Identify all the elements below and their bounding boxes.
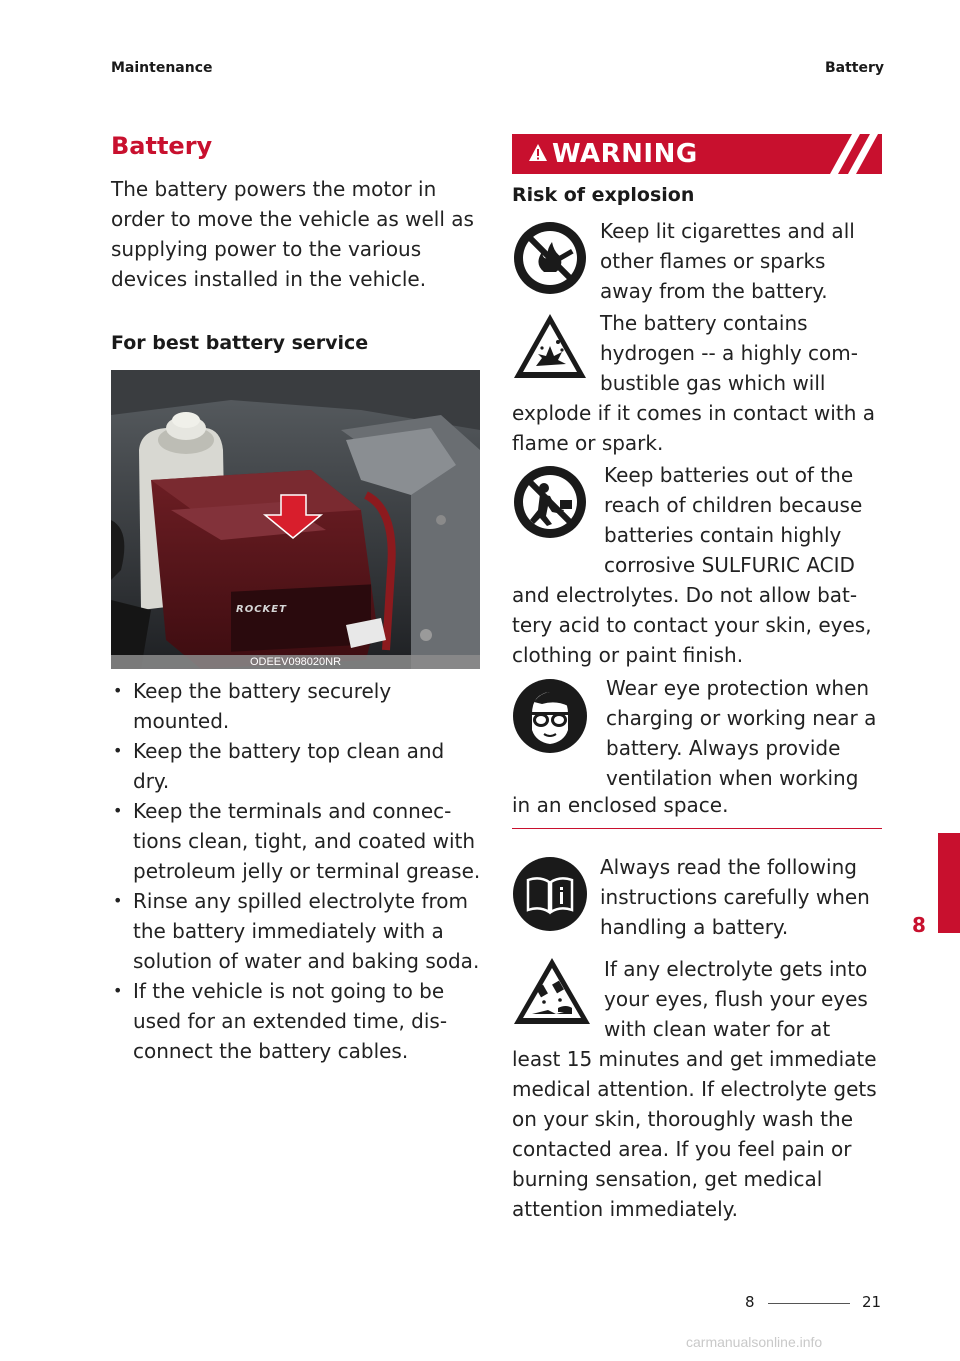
photo-code: ODEEV098020NR bbox=[111, 655, 480, 669]
list-item: • Rinse any spilled electrolyte from the battery immediately with a solution of water and baking soda. bbox=[111, 886, 486, 976]
battery-brand-label: ROCKET bbox=[236, 604, 287, 615]
paragraph-hydrogen-top: The battery contains hydrogen -- a highly com- bustible gas which will bbox=[600, 311, 858, 395]
corrosive-hazard-icon bbox=[512, 956, 592, 1026]
list-item: • If the vehicle is not going to be used for an extended time, dis-connect the battery cables. bbox=[111, 976, 486, 1066]
chapter-tab[interactable] bbox=[938, 833, 960, 933]
keep-children-away-icon bbox=[512, 464, 588, 540]
warning-slash-decoration bbox=[822, 134, 882, 174]
list-item: • Keep the battery top clean and dry. bbox=[111, 736, 486, 796]
paragraph-no-flames: Keep lit cigarettes and all other flames or sparks away from the battery. bbox=[600, 219, 855, 303]
service-bullet-list bbox=[111, 676, 486, 1066]
eye-protection-icon bbox=[512, 678, 588, 754]
paragraph-children-top: Keep batteries out of the reach of children because batteries contain highly corrosive SULFURIC ACID bbox=[604, 463, 863, 577]
risk-heading: Risk of explosion bbox=[512, 184, 695, 206]
warning-banner bbox=[512, 134, 882, 174]
footer-divider bbox=[768, 1303, 850, 1304]
paragraph-children-cont: and electrolytes. Do not allow bat- tery acid to contact your skin, eyes, clothing or paint finish. bbox=[512, 583, 872, 667]
paragraph-eye-top: Wear eye protection when charging or working near a battery. Always provide ventilation when working bbox=[606, 676, 877, 790]
paragraph-read-instructions: Always read the following instructions carefully when handling a battery. bbox=[600, 855, 870, 939]
footer-chapter-number: 8 bbox=[745, 1293, 755, 1311]
warning-label: WARNING bbox=[552, 139, 698, 169]
no-flames-icon bbox=[512, 220, 588, 296]
list-item: • Keep the battery securely mounted. bbox=[111, 676, 486, 736]
list-item: • Keep the terminals and connec-tions clean, tight, and coated with petroleum jelly or terminal grease. bbox=[111, 796, 486, 886]
explosion-hazard-icon bbox=[512, 312, 588, 380]
intro-paragraph: The battery powers the motor in order to move the vehicle as well as supplying power to the various devices installed in the vehicle. bbox=[111, 177, 474, 291]
read-manual-icon bbox=[512, 856, 588, 932]
paragraph-eye-cont: in an enclosed space. bbox=[512, 793, 729, 817]
warning-triangle-icon bbox=[528, 143, 548, 163]
subheading-best-service: For best battery service bbox=[111, 332, 369, 354]
section-title: Battery bbox=[111, 132, 213, 160]
paragraph-hydrogen-cont: explode if it comes in contact with a flame or spark. bbox=[512, 401, 875, 455]
paragraph-electrolyte-top: If any electrolyte gets into your eyes, flush your eyes with clean water for at bbox=[604, 957, 868, 1041]
battery-photo bbox=[111, 370, 480, 669]
header-topic-title: Battery bbox=[824, 60, 884, 76]
chapter-tab-number: 8 bbox=[912, 913, 926, 937]
header-section-title: Maintenance bbox=[111, 60, 213, 76]
paragraph-electrolyte-cont: least 15 minutes and get immediate medical attention. If electrolyte gets on your skin, thoroughly wash the contacted area. If you feel pain or burning sensation, get medical attention immediately. bbox=[512, 1047, 877, 1221]
footer-page-number: 21 bbox=[862, 1293, 882, 1311]
watermark: carmanualsonline.info bbox=[686, 1334, 823, 1350]
section-divider bbox=[512, 828, 882, 829]
